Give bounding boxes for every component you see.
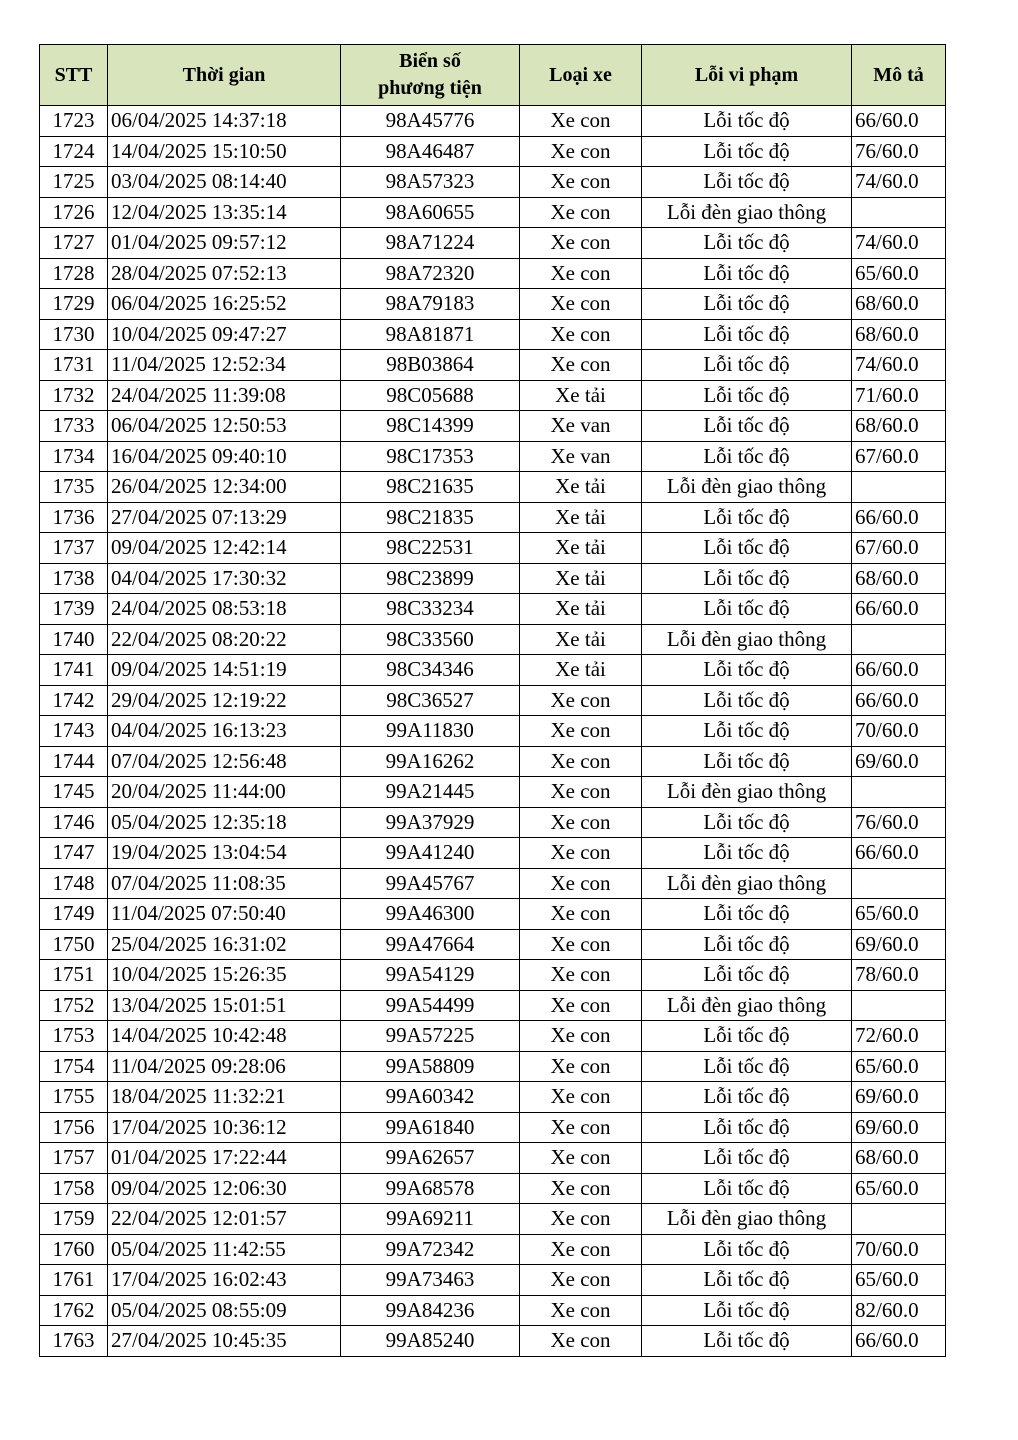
cell-vehicle-type: Xe tải	[520, 594, 642, 625]
cell-plate: 99A57225	[341, 1021, 520, 1052]
cell-time: 09/04/2025 14:51:19	[108, 655, 341, 686]
table-row	[40, 319, 946, 350]
cell-vehicle-type: Xe con	[520, 685, 642, 716]
cell-description: 66/60.0	[852, 685, 946, 716]
cell-time: 09/04/2025 12:42:14	[108, 533, 341, 564]
cell-time: 06/04/2025 14:37:18	[108, 106, 341, 137]
cell-violation: Lỗi tốc độ	[642, 1295, 852, 1326]
cell-plate: 98C33560	[341, 624, 520, 655]
table-row	[40, 106, 946, 137]
cell-description: 68/60.0	[852, 289, 946, 320]
table-row	[40, 655, 946, 686]
cell-description: 68/60.0	[852, 319, 946, 350]
cell-plate: 99A54129	[341, 960, 520, 991]
cell-plate: 98C36527	[341, 685, 520, 716]
cell-violation: Lỗi tốc độ	[642, 1082, 852, 1113]
cell-stt: 1741	[40, 655, 108, 686]
cell-violation: Lỗi tốc độ	[642, 1173, 852, 1204]
cell-stt: 1737	[40, 533, 108, 564]
cell-description	[852, 868, 946, 899]
cell-description: 66/60.0	[852, 655, 946, 686]
cell-violation: Lỗi đèn giao thông	[642, 472, 852, 503]
cell-description: 67/60.0	[852, 533, 946, 564]
cell-description: 65/60.0	[852, 258, 946, 289]
cell-vehicle-type: Xe tải	[520, 380, 642, 411]
cell-plate: 98C21835	[341, 502, 520, 533]
cell-stt: 1757	[40, 1143, 108, 1174]
cell-stt: 1723	[40, 106, 108, 137]
cell-plate: 99A73463	[341, 1265, 520, 1296]
cell-time: 27/04/2025 07:13:29	[108, 502, 341, 533]
cell-description	[852, 472, 946, 503]
cell-vehicle-type: Xe con	[520, 228, 642, 259]
cell-vehicle-type: Xe tải	[520, 533, 642, 564]
cell-plate: 98C17353	[341, 441, 520, 472]
cell-stt: 1752	[40, 990, 108, 1021]
cell-time: 18/04/2025 11:32:21	[108, 1082, 341, 1113]
cell-plate: 98C22531	[341, 533, 520, 564]
cell-description	[852, 1204, 946, 1235]
cell-vehicle-type: Xe con	[520, 197, 642, 228]
cell-time: 01/04/2025 09:57:12	[108, 228, 341, 259]
table-row	[40, 899, 946, 930]
table-row	[40, 533, 946, 564]
cell-vehicle-type: Xe con	[520, 807, 642, 838]
table-row	[40, 289, 946, 320]
cell-description: 69/60.0	[852, 1112, 946, 1143]
table-row	[40, 929, 946, 960]
cell-plate: 99A58809	[341, 1051, 520, 1082]
cell-description: 68/60.0	[852, 563, 946, 594]
cell-vehicle-type: Xe con	[520, 1143, 642, 1174]
cell-stt: 1733	[40, 411, 108, 442]
cell-plate: 99A54499	[341, 990, 520, 1021]
cell-description: 65/60.0	[852, 899, 946, 930]
cell-stt: 1760	[40, 1234, 108, 1265]
cell-violation: Lỗi tốc độ	[642, 380, 852, 411]
table-row	[40, 1082, 946, 1113]
table-row	[40, 777, 946, 808]
cell-description: 69/60.0	[852, 1082, 946, 1113]
cell-vehicle-type: Xe van	[520, 441, 642, 472]
cell-vehicle-type: Xe con	[520, 1204, 642, 1235]
cell-vehicle-type: Xe con	[520, 868, 642, 899]
cell-violation: Lỗi tốc độ	[642, 655, 852, 686]
table-row	[40, 258, 946, 289]
cell-time: 28/04/2025 07:52:13	[108, 258, 341, 289]
cell-description	[852, 777, 946, 808]
cell-time: 05/04/2025 11:42:55	[108, 1234, 341, 1265]
cell-violation: Lỗi tốc độ	[642, 350, 852, 381]
cell-vehicle-type: Xe con	[520, 960, 642, 991]
cell-description: 71/60.0	[852, 380, 946, 411]
cell-stt: 1731	[40, 350, 108, 381]
cell-time: 07/04/2025 11:08:35	[108, 868, 341, 899]
cell-time: 19/04/2025 13:04:54	[108, 838, 341, 869]
cell-plate: 99A46300	[341, 899, 520, 930]
cell-plate: 99A21445	[341, 777, 520, 808]
cell-vehicle-type: Xe con	[520, 1112, 642, 1143]
cell-plate: 99A84236	[341, 1295, 520, 1326]
cell-time: 05/04/2025 08:55:09	[108, 1295, 341, 1326]
cell-violation: Lỗi tốc độ	[642, 1326, 852, 1357]
table-row	[40, 1326, 946, 1357]
cell-plate: 99A60342	[341, 1082, 520, 1113]
table-row	[40, 1143, 946, 1174]
cell-stt: 1736	[40, 502, 108, 533]
cell-violation: Lỗi tốc độ	[642, 929, 852, 960]
cell-stt: 1742	[40, 685, 108, 716]
cell-violation: Lỗi tốc độ	[642, 807, 852, 838]
cell-plate: 98C34346	[341, 655, 520, 686]
table-body	[40, 106, 946, 1357]
cell-time: 06/04/2025 16:25:52	[108, 289, 341, 320]
header-plate-line1: Biển số	[399, 50, 461, 72]
cell-description	[852, 624, 946, 655]
cell-violation: Lỗi tốc độ	[642, 167, 852, 198]
cell-violation: Lỗi đèn giao thông	[642, 1204, 852, 1235]
cell-description: 65/60.0	[852, 1051, 946, 1082]
cell-time: 29/04/2025 12:19:22	[108, 685, 341, 716]
table-row	[40, 1112, 946, 1143]
cell-stt: 1754	[40, 1051, 108, 1082]
cell-plate: 98C21635	[341, 472, 520, 503]
header-violation: Lỗi vi phạm	[642, 45, 852, 106]
table-row	[40, 1204, 946, 1235]
cell-plate: 99A45767	[341, 868, 520, 899]
cell-plate: 99A11830	[341, 716, 520, 747]
cell-plate: 99A61840	[341, 1112, 520, 1143]
cell-stt: 1762	[40, 1295, 108, 1326]
table-row	[40, 228, 946, 259]
cell-time: 07/04/2025 12:56:48	[108, 746, 341, 777]
table-row	[40, 1173, 946, 1204]
cell-vehicle-type: Xe tải	[520, 472, 642, 503]
cell-time: 01/04/2025 17:22:44	[108, 1143, 341, 1174]
cell-description: 70/60.0	[852, 716, 946, 747]
cell-vehicle-type: Xe con	[520, 1295, 642, 1326]
cell-vehicle-type: Xe con	[520, 1051, 642, 1082]
cell-time: 16/04/2025 09:40:10	[108, 441, 341, 472]
cell-time: 13/04/2025 15:01:51	[108, 990, 341, 1021]
cell-vehicle-type: Xe con	[520, 777, 642, 808]
cell-description: 72/60.0	[852, 1021, 946, 1052]
cell-stt: 1761	[40, 1265, 108, 1296]
table-row	[40, 990, 946, 1021]
cell-vehicle-type: Xe con	[520, 716, 642, 747]
table-row	[40, 502, 946, 533]
cell-vehicle-type: Xe con	[520, 1234, 642, 1265]
cell-description: 70/60.0	[852, 1234, 946, 1265]
cell-time: 22/04/2025 08:20:22	[108, 624, 341, 655]
violations-table	[39, 44, 946, 1357]
cell-violation: Lỗi tốc độ	[642, 716, 852, 747]
cell-vehicle-type: Xe tải	[520, 624, 642, 655]
cell-time: 11/04/2025 09:28:06	[108, 1051, 341, 1082]
header-plate	[341, 45, 520, 106]
table-row	[40, 472, 946, 503]
table-row	[40, 411, 946, 442]
header-plate-line2: phương tiện	[378, 77, 482, 99]
cell-stt: 1743	[40, 716, 108, 747]
cell-violation: Lỗi tốc độ	[642, 1143, 852, 1174]
cell-violation: Lỗi đèn giao thông	[642, 777, 852, 808]
cell-plate: 99A68578	[341, 1173, 520, 1204]
cell-plate: 98A72320	[341, 258, 520, 289]
cell-plate: 98A71224	[341, 228, 520, 259]
cell-stt: 1734	[40, 441, 108, 472]
cell-time: 04/04/2025 17:30:32	[108, 563, 341, 594]
cell-stt: 1735	[40, 472, 108, 503]
cell-description: 69/60.0	[852, 746, 946, 777]
cell-stt: 1727	[40, 228, 108, 259]
cell-plate: 98C05688	[341, 380, 520, 411]
cell-stt: 1759	[40, 1204, 108, 1235]
cell-stt: 1732	[40, 380, 108, 411]
cell-time: 05/04/2025 12:35:18	[108, 807, 341, 838]
cell-description: 66/60.0	[852, 106, 946, 137]
cell-plate: 98A45776	[341, 106, 520, 137]
cell-description: 74/60.0	[852, 228, 946, 259]
header-vehicle-type: Loại xe	[520, 45, 642, 106]
cell-violation: Lỗi tốc độ	[642, 411, 852, 442]
cell-time: 06/04/2025 12:50:53	[108, 411, 341, 442]
header-description: Mô tả	[852, 45, 946, 106]
cell-time: 14/04/2025 15:10:50	[108, 136, 341, 167]
cell-vehicle-type: Xe con	[520, 258, 642, 289]
table-row	[40, 1021, 946, 1052]
cell-vehicle-type: Xe con	[520, 990, 642, 1021]
cell-vehicle-type: Xe con	[520, 167, 642, 198]
cell-stt: 1729	[40, 289, 108, 320]
cell-stt: 1725	[40, 167, 108, 198]
table-row	[40, 1295, 946, 1326]
cell-violation: Lỗi tốc độ	[642, 258, 852, 289]
cell-vehicle-type: Xe con	[520, 350, 642, 381]
cell-time: 12/04/2025 13:35:14	[108, 197, 341, 228]
cell-time: 11/04/2025 07:50:40	[108, 899, 341, 930]
cell-description: 66/60.0	[852, 594, 946, 625]
cell-time: 20/04/2025 11:44:00	[108, 777, 341, 808]
cell-plate: 99A41240	[341, 838, 520, 869]
table-row	[40, 1051, 946, 1082]
cell-stt: 1738	[40, 563, 108, 594]
cell-time: 25/04/2025 16:31:02	[108, 929, 341, 960]
cell-violation: Lỗi đèn giao thông	[642, 990, 852, 1021]
cell-description: 65/60.0	[852, 1265, 946, 1296]
cell-time: 10/04/2025 09:47:27	[108, 319, 341, 350]
cell-violation: Lỗi tốc độ	[642, 1021, 852, 1052]
cell-description: 76/60.0	[852, 136, 946, 167]
cell-violation: Lỗi tốc độ	[642, 533, 852, 564]
cell-vehicle-type: Xe con	[520, 136, 642, 167]
table-row	[40, 807, 946, 838]
table-header	[40, 45, 946, 106]
cell-vehicle-type: Xe con	[520, 1021, 642, 1052]
cell-violation: Lỗi tốc độ	[642, 563, 852, 594]
cell-time: 04/04/2025 16:13:23	[108, 716, 341, 747]
cell-violation: Lỗi tốc độ	[642, 838, 852, 869]
cell-time: 14/04/2025 10:42:48	[108, 1021, 341, 1052]
cell-stt: 1747	[40, 838, 108, 869]
cell-stt: 1740	[40, 624, 108, 655]
cell-violation: Lỗi tốc độ	[642, 228, 852, 259]
cell-stt: 1739	[40, 594, 108, 625]
table-row	[40, 380, 946, 411]
cell-vehicle-type: Xe con	[520, 1265, 642, 1296]
cell-description: 66/60.0	[852, 502, 946, 533]
cell-description: 66/60.0	[852, 1326, 946, 1357]
table-row	[40, 838, 946, 869]
table-row	[40, 960, 946, 991]
cell-vehicle-type: Xe con	[520, 899, 642, 930]
cell-time: 22/04/2025 12:01:57	[108, 1204, 341, 1235]
cell-stt: 1758	[40, 1173, 108, 1204]
cell-violation: Lỗi tốc độ	[642, 594, 852, 625]
table-row	[40, 1265, 946, 1296]
header-row	[40, 45, 946, 106]
cell-plate: 99A37929	[341, 807, 520, 838]
cell-plate: 99A47664	[341, 929, 520, 960]
cell-vehicle-type: Xe con	[520, 838, 642, 869]
cell-violation: Lỗi tốc độ	[642, 685, 852, 716]
cell-time: 24/04/2025 11:39:08	[108, 380, 341, 411]
cell-stt: 1728	[40, 258, 108, 289]
cell-description: 68/60.0	[852, 1143, 946, 1174]
cell-stt: 1763	[40, 1326, 108, 1357]
cell-vehicle-type: Xe con	[520, 1082, 642, 1113]
cell-time: 27/04/2025 10:45:35	[108, 1326, 341, 1357]
cell-stt: 1756	[40, 1112, 108, 1143]
cell-violation: Lỗi tốc độ	[642, 502, 852, 533]
cell-vehicle-type: Xe con	[520, 289, 642, 320]
cell-stt: 1749	[40, 899, 108, 930]
cell-description	[852, 990, 946, 1021]
cell-violation: Lỗi đèn giao thông	[642, 197, 852, 228]
cell-violation: Lỗi tốc độ	[642, 136, 852, 167]
cell-description: 65/60.0	[852, 1173, 946, 1204]
cell-violation: Lỗi tốc độ	[642, 319, 852, 350]
cell-plate: 99A69211	[341, 1204, 520, 1235]
table-row	[40, 746, 946, 777]
cell-plate: 99A16262	[341, 746, 520, 777]
cell-description: 76/60.0	[852, 807, 946, 838]
cell-description: 74/60.0	[852, 167, 946, 198]
cell-time: 11/04/2025 12:52:34	[108, 350, 341, 381]
cell-time: 24/04/2025 08:53:18	[108, 594, 341, 625]
cell-vehicle-type: Xe con	[520, 319, 642, 350]
cell-plate: 99A85240	[341, 1326, 520, 1357]
cell-stt: 1755	[40, 1082, 108, 1113]
cell-time: 17/04/2025 16:02:43	[108, 1265, 341, 1296]
cell-violation: Lỗi tốc độ	[642, 1051, 852, 1082]
cell-time: 26/04/2025 12:34:00	[108, 472, 341, 503]
cell-description	[852, 197, 946, 228]
cell-violation: Lỗi tốc độ	[642, 960, 852, 991]
cell-description: 82/60.0	[852, 1295, 946, 1326]
cell-description: 78/60.0	[852, 960, 946, 991]
cell-vehicle-type: Xe con	[520, 106, 642, 137]
cell-time: 09/04/2025 12:06:30	[108, 1173, 341, 1204]
cell-plate: 98C14399	[341, 411, 520, 442]
cell-stt: 1726	[40, 197, 108, 228]
cell-violation: Lỗi đèn giao thông	[642, 868, 852, 899]
cell-description: 68/60.0	[852, 411, 946, 442]
cell-stt: 1744	[40, 746, 108, 777]
cell-violation: Lỗi tốc độ	[642, 1112, 852, 1143]
cell-vehicle-type: Xe con	[520, 746, 642, 777]
cell-stt: 1751	[40, 960, 108, 991]
cell-time: 03/04/2025 08:14:40	[108, 167, 341, 198]
cell-time: 17/04/2025 10:36:12	[108, 1112, 341, 1143]
table-row	[40, 1234, 946, 1265]
table-row	[40, 136, 946, 167]
cell-violation: Lỗi tốc độ	[642, 1234, 852, 1265]
cell-description: 74/60.0	[852, 350, 946, 381]
cell-stt: 1748	[40, 868, 108, 899]
cell-stt: 1750	[40, 929, 108, 960]
table-row	[40, 167, 946, 198]
cell-plate: 98C23899	[341, 563, 520, 594]
cell-vehicle-type: Xe tải	[520, 563, 642, 594]
cell-vehicle-type: Xe con	[520, 929, 642, 960]
cell-plate: 98A46487	[341, 136, 520, 167]
cell-violation: Lỗi tốc độ	[642, 106, 852, 137]
cell-plate: 99A62657	[341, 1143, 520, 1174]
cell-description: 69/60.0	[852, 929, 946, 960]
cell-vehicle-type: Xe con	[520, 1173, 642, 1204]
cell-stt: 1746	[40, 807, 108, 838]
cell-violation: Lỗi đèn giao thông	[642, 624, 852, 655]
cell-plate: 98C33234	[341, 594, 520, 625]
header-stt: STT	[40, 45, 108, 106]
cell-violation: Lỗi tốc độ	[642, 746, 852, 777]
cell-stt: 1730	[40, 319, 108, 350]
cell-stt: 1745	[40, 777, 108, 808]
table-row	[40, 685, 946, 716]
cell-description: 67/60.0	[852, 441, 946, 472]
cell-violation: Lỗi tốc độ	[642, 1265, 852, 1296]
cell-violation: Lỗi tốc độ	[642, 899, 852, 930]
cell-plate: 99A72342	[341, 1234, 520, 1265]
cell-violation: Lỗi tốc độ	[642, 289, 852, 320]
table-row	[40, 197, 946, 228]
cell-stt: 1753	[40, 1021, 108, 1052]
table-row	[40, 594, 946, 625]
cell-vehicle-type: Xe tải	[520, 655, 642, 686]
cell-description: 66/60.0	[852, 838, 946, 869]
cell-vehicle-type: Xe van	[520, 411, 642, 442]
cell-plate: 98A60655	[341, 197, 520, 228]
table-row	[40, 441, 946, 472]
header-time: Thời gian	[108, 45, 341, 106]
cell-plate: 98A81871	[341, 319, 520, 350]
cell-time: 10/04/2025 15:26:35	[108, 960, 341, 991]
table-row	[40, 350, 946, 381]
cell-violation: Lỗi tốc độ	[642, 441, 852, 472]
cell-stt: 1724	[40, 136, 108, 167]
cell-plate: 98A57323	[341, 167, 520, 198]
table-row	[40, 716, 946, 747]
cell-vehicle-type: Xe con	[520, 1326, 642, 1357]
table-row	[40, 868, 946, 899]
table-row	[40, 624, 946, 655]
table-row	[40, 563, 946, 594]
cell-plate: 98B03864	[341, 350, 520, 381]
cell-plate: 98A79183	[341, 289, 520, 320]
cell-vehicle-type: Xe tải	[520, 502, 642, 533]
